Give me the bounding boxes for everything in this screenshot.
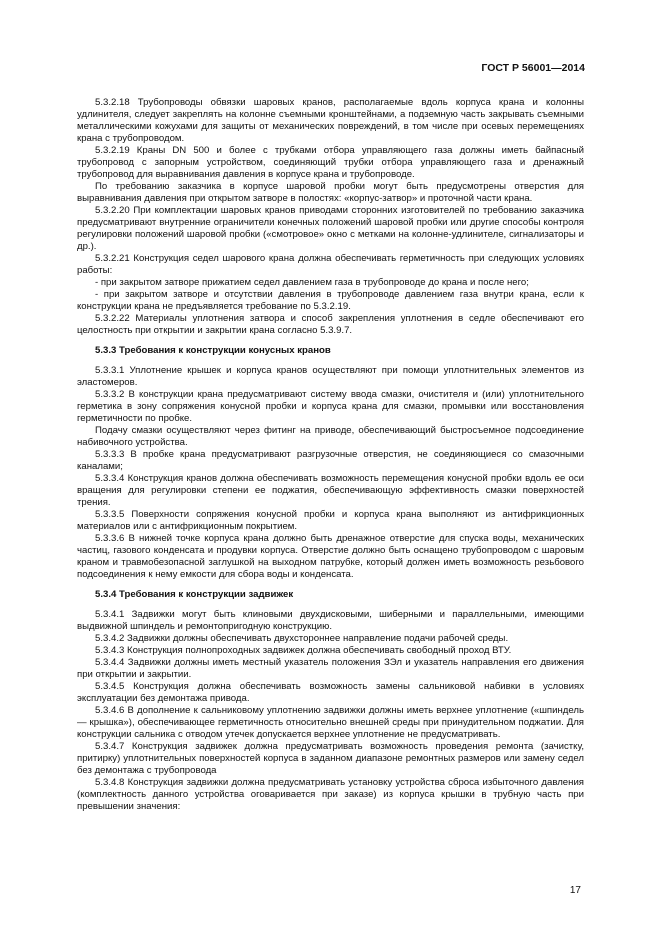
paragraph: 5.3.4.8 Конструкция задвижки должна предусматривать установку устройства сброса избыточного давления (комплектность данного устройства оговаривается при заказе) из корпуса крышки в трубную часть при превышении значения:	[77, 777, 584, 812]
paragraph: 5.3.4.1 Задвижки могут быть клиновыми двухдисковыми, шиберными и параллельными, имеющими выдвижной шпиндель и ремонтопригодную конструкцию.	[77, 609, 584, 632]
paragraph: 5.3.4.5 Конструкция должна обеспечивать возможность замены сальниковой набивки в условиях эксплуатации без демонтажа привода.	[77, 681, 584, 704]
paragraph: 5.3.4.6 В дополнение к сальниковому уплотнению задвижки должны иметь верхнее уплотнение («шпиндель — крышка»), обеспечивающее герметичность относительно внешней среды при принудительном поджатии. Для конструкции сальника с отводом утечек допускается верхнее уплотнение не предусматривать.	[77, 705, 584, 740]
paragraph: 5.3.4.2 Задвижки должны обеспечивать двухстороннее направление подачи рабочей среды.	[95, 633, 509, 644]
paragraph: - при закрытом затворе и отсутствии давления в трубопроводе давлением газа внутри крана, если к конструкции крана не предъявляется требование по 5.3.2.19.	[77, 289, 584, 312]
paragraph: 5.3.4.7 Конструкция задвижек должна предусматривать возможность проведения ремонта (зачистку, притирку) уплотнительных поверхностей корпуса в заданном диапазоне ремонтных размеров или замену седел без демонтажа с трубопровода	[77, 741, 584, 776]
paragraph: 5.3.2.20 При комплектации шаровых кранов приводами сторонних изготовителей по требованию заказчика предусматривают внутренние ограничители конечных положений шаровой пробки или другие способы контроля регулировки положений шаровой пробки («смотровое» окно с метками на колонне-удлинителе, сигнализаторы и др.).	[77, 205, 584, 252]
paragraph: 5.3.3.1 Уплотнение крышек и корпуса кранов осуществляют при помощи уплотнительных элементов из эластомеров.	[77, 365, 584, 388]
paragraph: - при закрытом затворе прижатием седел давлением газа в трубопроводе до крана и после него;	[95, 277, 529, 288]
paragraph: 5.3.3.3 В пробке крана предусматривают разгрузочные отверстия, не соединяющиеся со смазочными каналами;	[77, 449, 584, 472]
paragraph: 5.3.2.18 Трубопроводы обвязки шаровых кранов, располагаемые вдоль корпуса крана и колонны удлинителя, следует закреплять на колонне съемными кронштейнами, а подземную часть закрывать съемными металлическими кожухами для защиты от механических повреждений, в том числе при осевых перемещениях крана с трубопроводом.	[77, 97, 584, 144]
paragraph: 5.3.2.21 Конструкция седел шарового крана должна обеспечивать герметичность при следующих условиях работы:	[77, 253, 584, 276]
paragraph: 5.3.3.6 В нижней точке корпуса крана должно быть дренажное отверстие для спуска воды, механических частиц, газового конденсата и продувки корпуса. Отверстие должно быть оснащено трубопроводом с шаровым краном и травмобезопасной заглушкой на выходном патрубке, который должен иметь возможность резьбового подсоединения к нему емкости для сбора воды и конденсата.	[77, 533, 584, 580]
paragraph: 5.3.2.19 Краны DN 500 и более с трубками отбора управляющего газа должны иметь байпасный трубопровод с запорным устройством, соединяющий трубки отбора управляющего газа и дренажный трубопровод для выравнивания давления в корпусе крана и трубопроводе.	[77, 145, 584, 180]
document-body	[77, 97, 584, 813]
paragraph: 5.3.2.22 Материалы уплотнения затвора и способ закрепления уплотнения в седле обеспечивают его целостность при открытии и закрытии крана согласно 5.3.9.7.	[77, 313, 584, 336]
section-heading: 5.3.4 Требования к конструкции задвижек	[95, 589, 294, 600]
paragraph: 5.3.4.3 Конструкция полнопроходных задвижек должна обеспечивать свободный проход ВТУ.	[95, 645, 512, 656]
paragraph: Подачу смазки осуществляют через фитинг на приводе, обеспечивающий быстросъемное подсоединение набивочного устройства.	[77, 425, 584, 448]
paragraph: 5.3.3.5 Поверхности сопряжения конусной пробки и корпуса крана выполняют из антифрикционных материалов или с антифрикционным покрытием.	[77, 509, 584, 532]
section-heading: 5.3.3 Требования к конструкции конусных кранов	[95, 345, 331, 356]
page-number: 17	[569, 885, 581, 896]
paragraph: По требованию заказчика в корпусе шаровой пробки могут быть предусмотрены отверстия для выравнивания давления при открытом затворе в полостях: «корпус-затвор» и проточной части крана.	[77, 181, 584, 204]
paragraph: 5.3.3.4 Конструкция кранов должна обеспечивать возможность перемещения конусной пробки вдоль ее оси вращения для регулировки степени ее поджатия, обеспечивающую эффективность смазки поверхностей трения.	[77, 473, 584, 508]
paragraph: 5.3.3.2 В конструкции крана предусматривают систему ввода смазки, очистителя и (или) уплотнительного герметика в зону сопряжения конусной пробки и корпуса крана для смазки, промывки или восстановления герметичности по пробке.	[77, 389, 584, 424]
paragraph: 5.3.4.4 Задвижки должны иметь местный указатель положения ЗЭл и указатель направления его движения при открытии и закрытии.	[77, 657, 584, 680]
document-header: ГОСТ Р 56001—2014	[481, 62, 585, 74]
